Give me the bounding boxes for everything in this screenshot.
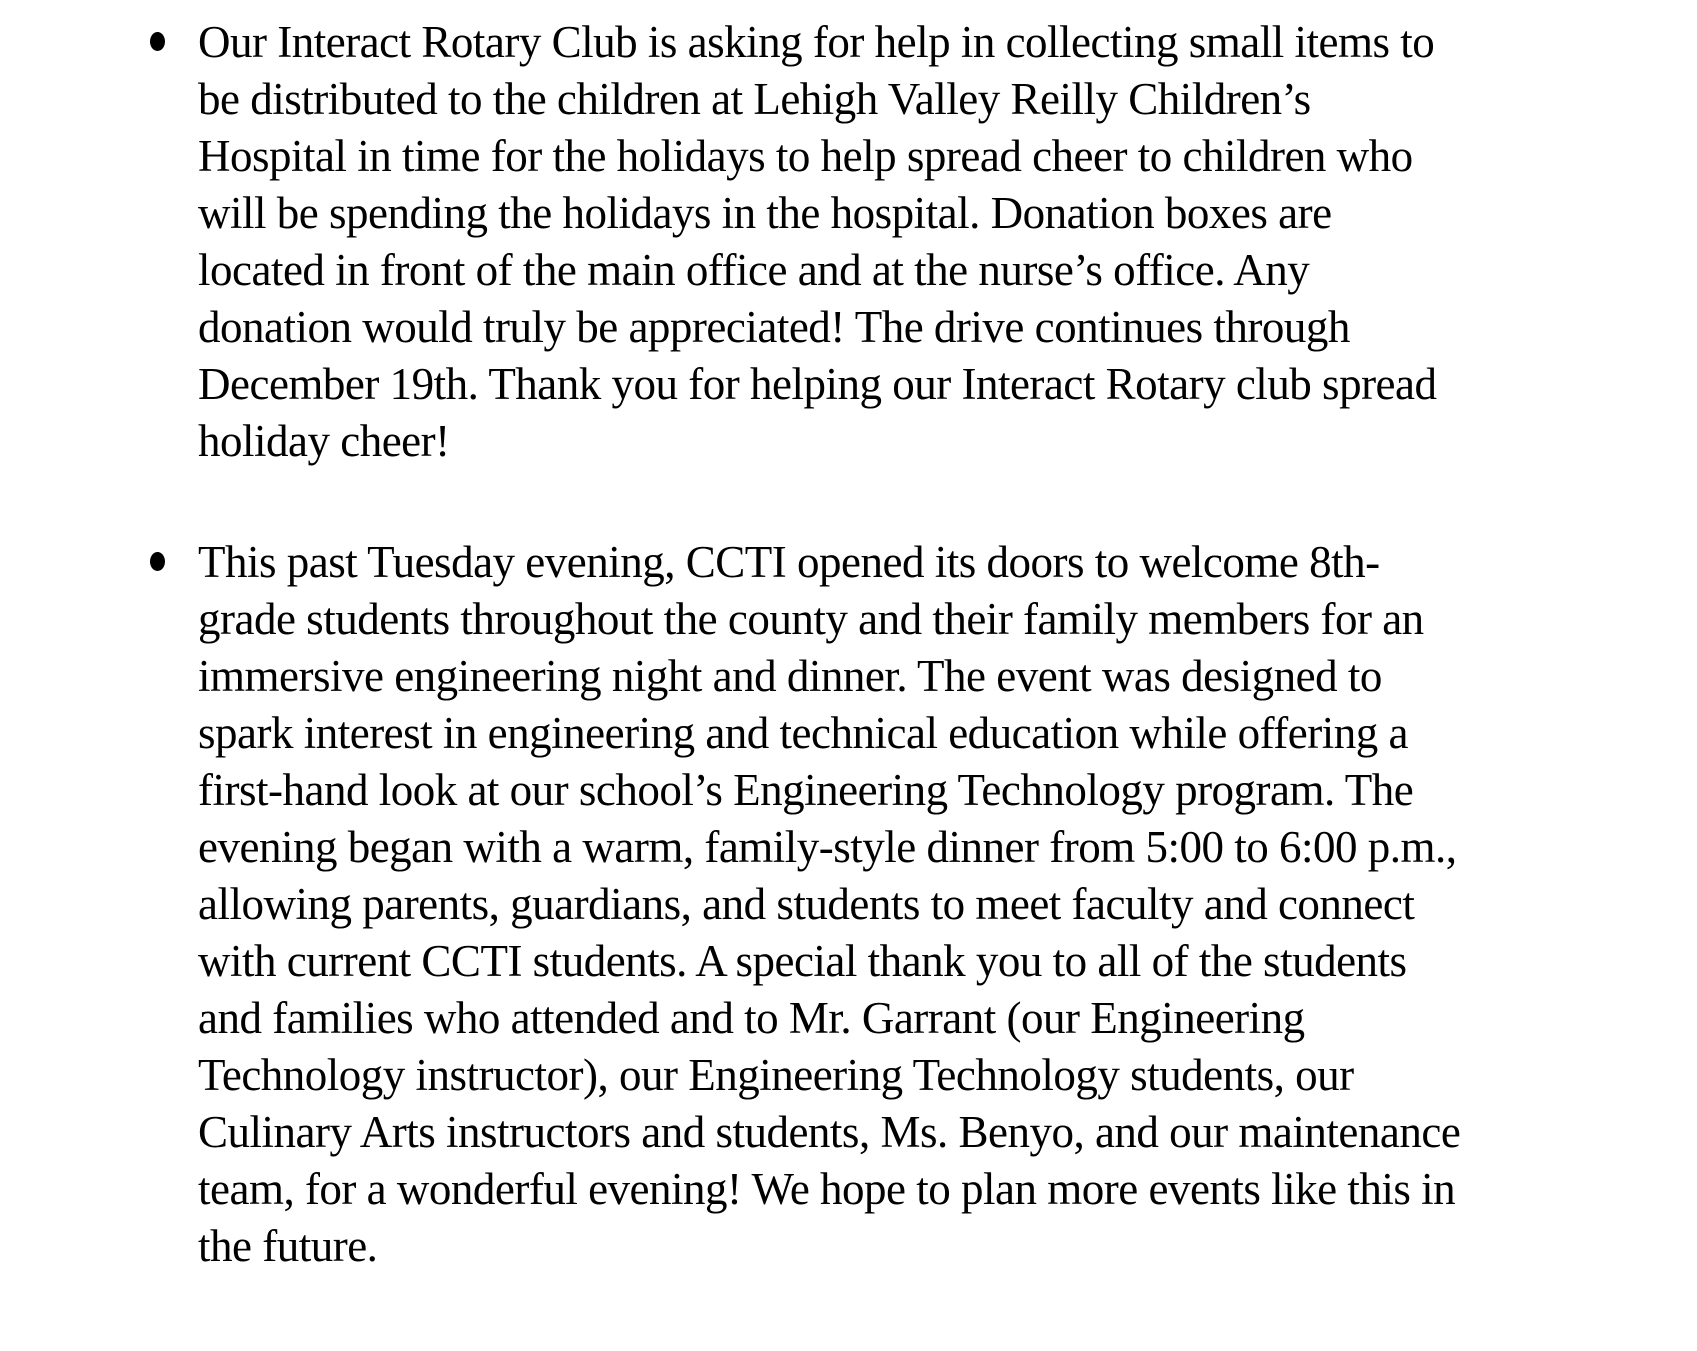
announcement-paragraph-engineering-night: This past Tuesday evening, CCTI opened its doors to welcome 8th-grade students throughout the county and their family members for an immersive engineering night and dinner. The event was designed to spark interest in engineering and technical education while offering a first-hand look at our school’s Engineering Technology program. The evening began with a warm, family-style dinner from 5:00 to 6:00 p.m., allowing parents, guardians, and students to meet faculty and connect with current CCTI students. A special thank you to all of the students and families who attended and to Mr. Garrant (our Engineering Technology instructor), our Engineering Technology students, our Culinary Arts instructors and students, Ms. Benyo, and our maintenance team, for a wonderful evening! We hope to plan more events like this in the future. [198,537,1461,1271]
announcement-paragraph-rotary-club: Our Interact Rotary Club is asking for help in collecting small items to be distributed to the children at Lehigh Valley Reilly Children’s Hospital in time for the holidays to help spread cheer to children who will be spending the holidays in the hospital. Donation boxes are located in front of the main office and at the nurse’s office. Any donation would truly be appreciated! The drive continues through December 19th. Thank you for helping our Interact Rotary club spread holiday cheer! [198,17,1437,466]
bullet-icon [150,32,165,51]
bullet-icon [150,552,165,571]
announcement-list [150,14,1697,1275]
list-item [150,14,1697,470]
list-item [150,534,1697,1275]
